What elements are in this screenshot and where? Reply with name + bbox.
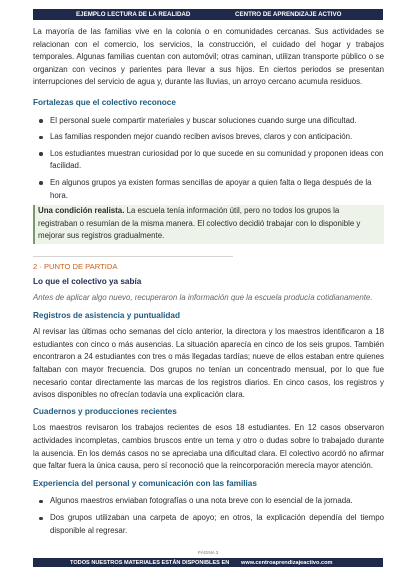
cuadernos-paragraph: Los maestros revisaron los trabajos recientes de esos 18 estudiantes. En 12 casos observaron actividades incompletas, cambios bruscos entre un tema y otro o dudas sobre lo trabajado durante la ausencia. En los demás casos no se apreciaba una dificultad clara. El colectivo acordó no afirmar que faltar fuera la única causa, pero sí reconoció que la reincorporación merecía mayor atención. [33,423,384,471]
registros-paragraph: Al revisar las últimas ocho semanas del ciclo anterior, la directora y los maestros identificaron a 18 estudiantes con cinco o más ausencias. La situación aparecía en cinco de los seis grupos. También encontraron a 24 estudiantes con tres o más llegadas tardías; nueve de ellos estaban entre quienes faltaban con mayor frecuencia. Dos grupos no tenían un concentrado mensual, por lo que fue necesario contar directamente las marcas de los registros diarios. En cinco casos, los registros y avisos disponibles no ofrecían todavía una explicación clara. [33,327,384,400]
fortalezas-list [33,115,384,203]
list-item: En algunos grupos ya existen formas sencillas de apoyar a quien falta o llega después de la hora. [33,177,384,202]
intro-paragraph: La mayoría de las familias vive en la colonia o en comunidades cercanas. Sus actividades se relacionan con el comercio, los servicios, la construcción, el cuidado del hogar y trabajos temporales. Algunas familias cuentan con automóvil; otras caminan, utilizan transporte público o se organizan con vecinos y parientes para llevar a sus hijos. En ciertos periodos se presentan interrupciones del servicio de agua y, durante las lluvias, un arroyo cercano acumula residuos. [33,27,384,87]
section-divider [33,256,233,257]
list-item: Algunos maestros enviaban fotografías o una nota breve con lo esencial de la jornada. [33,495,384,508]
note-callout [33,205,384,244]
fortalezas-heading: Fortalezas que el colectivo reconoce [33,97,176,107]
list-item: Dos grupos utilizaban una carpeta de apoyo; en otros, la explicación dependía del tiempo disponible al regresar. [33,512,384,537]
cuadernos-heading: Cuadernos y producciones recientes [33,406,177,416]
footer-text: TODOS NUESTROS MATERIALES ESTÁN DISPONIBLES EN [70,559,230,566]
note-text: La escuela tenía información útil, pero no todos los grupos la registraban o resumían de la misma manera. El colectivo decidió trabajar con lo disponible y mejorar sus registros gradualmente. [38,206,361,241]
page-content [33,26,384,537]
section-label: 2 · PUNTO DE PARTIDA [33,261,118,271]
experiencia-list [33,495,384,537]
header-bar [33,9,383,20]
list-item: Las familias responden mejor cuando reciben avisos breves, claros y con anticipación. [33,131,384,144]
experiencia-heading: Experiencia del personal y comunicación con las familias [33,478,257,488]
footer-bar [33,558,383,567]
note-title: Una condición realista. [38,206,125,216]
list-item: El personal suele compartir materiales y buscar soluciones cuando surge una dificultad. [33,115,384,128]
header-left-title: EJEMPLO LECTURA DE LA REALIDAD [76,11,191,18]
section-lead: Antes de aplicar algo nuevo, recuperaron la información que la escuela producía cotidianamente. [33,293,373,303]
header-right-title: CENTRO DE APRENDIZAJE ACTIVO [235,11,342,18]
list-item: Los estudiantes muestran curiosidad por lo que sucede en su comunidad y proponen ideas con facilidad. [33,148,384,173]
page-number: PÁGINA 3 [197,550,219,555]
registros-heading: Registros de asistencia y puntualidad [33,310,180,320]
section-title: Lo que el colectivo ya sabía [33,276,142,286]
footer-website-link[interactable]: www.centroaprendizajeactivo.com [241,559,333,566]
